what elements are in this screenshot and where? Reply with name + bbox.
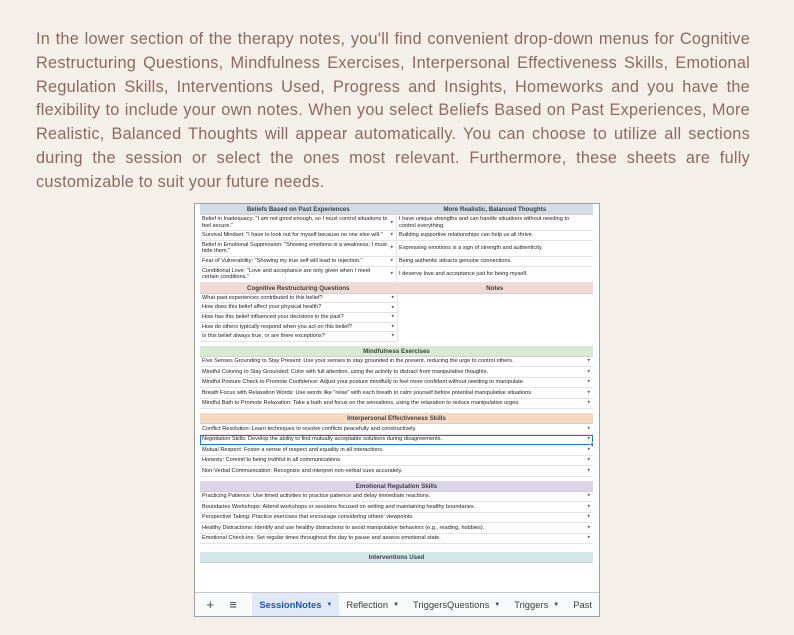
dropdown-arrow-icon[interactable]: ▼ [389,257,394,263]
mindfulness-text: Five Senses Grounding to Stay Present: Use your senses to stay grounded in the present, reducing the urge to control others. [202,358,514,365]
dropdown-arrow-icon[interactable]: ▼ [389,245,394,251]
sheet-tab-past[interactable] [566,593,599,617]
belief-cell[interactable] [200,267,397,283]
belief-text: Conditional Love: "Love and acceptance are only given when I meet certain conditions." [202,267,371,281]
dropdown-arrow-icon[interactable]: ▼ [586,400,591,406]
crq-row [200,323,593,333]
emotional-rows [200,492,593,545]
notes-cell[interactable] [397,323,593,333]
balanced-thought-cell [397,215,593,231]
tab-label: Reflection [346,599,389,610]
beliefs-header-row [200,204,593,215]
balanced-thought-text: I have unique strengths and can handle situations without needing to control everything. [399,216,570,229]
mindfulness-rows [200,357,593,410]
balanced-thought-text: Being authentic attracts genuine connections. [399,257,512,264]
belief-cell[interactable] [200,257,397,267]
dropdown-arrow-icon[interactable]: ▼ [586,368,591,374]
sheet-tab-sessionnotes[interactable] [252,593,339,617]
crq-row [200,294,593,304]
beliefs-rows [200,215,593,283]
dropdown-arrow-icon[interactable]: ▼ [586,389,591,395]
crq-row [200,303,593,313]
crq-header-row [200,283,593,294]
interpersonal-rows [200,424,593,477]
dropdown-arrow-icon[interactable]: ▼ [390,313,395,319]
add-sheet-icon[interactable]: + [206,597,215,612]
dropdown-arrow-icon[interactable]: ▼ [586,436,591,442]
crq-text: How do others typically respond when you act on this belief? [202,323,352,330]
belief-row [200,257,593,267]
dropdown-arrow-icon[interactable]: ▼ [586,425,591,431]
chevron-down-icon[interactable]: ▼ [393,601,400,608]
interpersonal-text: Honesty: Commit to being truthful in all communications. [202,457,342,464]
belief-row [200,231,593,241]
emotional-cell[interactable] [200,523,593,534]
crq-text: How has this belief influenced your decisions in the past? [202,313,344,320]
belief-text: Belief in Emotional Suppression: "Showing emotions is a weakness; I must hide them." [202,241,387,255]
dropdown-arrow-icon[interactable]: ▼ [390,294,395,300]
emotional-cell[interactable] [200,534,593,545]
dropdown-arrow-icon[interactable]: ▼ [586,379,591,385]
emotional-text: Practicing Patience: Use timed activities to practice patience and delay immediate reactions. [202,493,431,500]
dropdown-arrow-icon[interactable]: ▼ [390,333,395,339]
dropdown-arrow-icon[interactable]: ▼ [389,232,394,238]
balanced-thought-text: I deserve love and acceptance just for being myself. [399,270,528,277]
beliefs-left-header: Beliefs Based on Past Experiences [246,206,350,213]
belief-text: Survival Mindset: "I have to look out for myself because no one else will." [202,232,383,239]
emotional-text: Boundaries Workshops: Attend workshops or sessions focused on setting and maintaining healthy boundaries. [202,503,476,510]
emotional-header: Emotional Regulation Skills [200,481,593,492]
belief-cell[interactable] [200,215,397,231]
sheet-tabs [252,593,599,617]
interpersonal-cell[interactable] [200,435,593,446]
sheet-tab-triggersquestions[interactable] [406,593,507,617]
mindfulness-cell[interactable] [200,367,593,378]
crq-cell[interactable] [200,303,397,313]
intro-paragraph: In the lower section of the therapy notes, you'll find convenient drop-down menus for Cognitive Restructuring Questions, Mindfulness Exercises, Interpersonal Effectiveness Skills, Emotional Regulation Skills, Interventions Used, Progress and Insights, Homeworks and you have the flexibility to include your own notes. When you select Beliefs Based on Past Experiences, More Realistic, Balanced Thoughts will appear automatically. You can choose to utilize all sections during the session or select the ones most relevant. Furthermore, these sheets are fully customizable to suit your future needs. [36,30,750,191]
interpersonal-cell[interactable] [200,424,593,435]
interpersonal-text: Mutual Respect: Foster a sense of respect and equality in all interactions. [202,446,384,453]
belief-text: Belief in Inadequacy: "I am not good enough, so I must control situations to feel secure." [202,216,388,229]
dropdown-arrow-icon[interactable]: ▼ [586,524,591,530]
notes-cell[interactable] [397,303,593,313]
dropdown-arrow-icon[interactable]: ▼ [586,358,591,364]
crq-text: How does this belief affect your physical health? [202,304,322,311]
chevron-down-icon[interactable]: ▼ [326,601,333,608]
crq-cell[interactable] [200,332,397,342]
interpersonal-cell[interactable] [200,445,593,456]
tab-label: SessionNotes [259,599,322,610]
belief-cell[interactable] [200,241,397,257]
spacer [200,544,593,552]
notes-cell[interactable] [397,313,593,323]
belief-cell[interactable] [200,231,397,241]
balanced-thought-cell [397,267,593,283]
belief-text: Fear of Vulnerability: "Showing my true self will lead to rejection." [202,257,363,264]
all-sheets-menu-icon[interactable]: ≡ [229,597,237,612]
mindfulness-text: Mindful Posture Check to Promote Confidence: Adjust your posture mindfully to feel more confident without needing to manipulate. [202,379,525,386]
balanced-thought-text: Building supportive relationships can help us all thrive. [399,232,534,239]
dropdown-arrow-icon[interactable]: ▼ [389,219,394,225]
dropdown-arrow-icon[interactable]: ▼ [390,323,395,329]
tab-label: Past [573,599,592,610]
belief-row [200,215,593,231]
interpersonal-header: Interpersonal Effectiveness Skills [200,413,593,424]
crq-row [200,313,593,323]
dropdown-arrow-icon[interactable]: ▼ [390,304,395,310]
crq-text: Is this belief always true, or are there exceptions? [202,333,325,340]
interpersonal-cell[interactable] [200,466,593,477]
interpersonal-text: Negotiation Skills: Develop the ability to find mutually acceptable solutions during disagreements. [202,436,443,443]
emotional-cell[interactable] [200,513,593,524]
belief-row [200,267,593,283]
crq-cell[interactable] [200,323,397,333]
dropdown-arrow-icon[interactable]: ▼ [586,514,591,520]
mindfulness-text: Mindful Coloring to Stay Grounded: Color with full attention, using the activity to distract from manipulative thoughts. [202,368,489,375]
dropdown-arrow-icon[interactable]: ▼ [389,270,394,276]
beliefs-right-header: More Realistic, Balanced Thoughts [443,206,547,213]
notes-header: Notes [486,284,504,292]
dropdown-arrow-icon[interactable]: ▼ [586,503,591,509]
belief-row [200,241,593,257]
notes-cell[interactable] [397,294,593,304]
chevron-down-icon[interactable]: ▼ [553,601,560,608]
emotional-text: Healthy Distractions: Identify and use healthy distractions to avoid manipulative behaviors (e.g., reading, hobbies). [202,524,485,531]
sheet-tab-triggers[interactable] [507,593,566,617]
crq-cell[interactable] [200,294,397,304]
mindfulness-text: Mindful Bath to Promote Relaxation: Take a bath and focus on the sensations, using the relaxation to reduce manipulative urges. [202,400,520,407]
mindfulness-cell[interactable] [200,399,593,410]
tab-label: Triggers [514,599,549,610]
crq-cell[interactable] [200,313,397,323]
mindfulness-cell[interactable] [200,388,593,399]
sheet-tab-bar [195,592,599,616]
interpersonal-cell[interactable] [200,456,593,467]
crq-row [200,332,593,342]
balanced-thought-cell [397,231,593,241]
dropdown-arrow-icon[interactable]: ▼ [586,535,591,541]
mindfulness-text: Breath Focus with Relaxation Words: Use words like "relax" with each breath to calm yourself before potential manipulative situations. [202,389,533,396]
crq-header: Cognitive Restructuring Questions [247,284,350,292]
interpersonal-text: Conflict Resolution: Learn techniques to resolve conflicts peacefully and constructively. [202,425,417,432]
mindfulness-header: Mindfulness Exercises [200,346,593,357]
tab-label: TriggersQuestions [413,599,490,610]
dropdown-arrow-icon[interactable]: ▼ [586,457,591,463]
dropdown-arrow-icon[interactable]: ▼ [586,467,591,473]
emotional-cell[interactable] [200,502,593,513]
mindfulness-cell[interactable] [200,378,593,389]
sheet-tab-reflection[interactable] [339,593,406,617]
balanced-thought-cell [397,257,593,267]
interpersonal-text: Non-Verbal Communication: Recognize and interpret non-verbal cues accurately. [202,467,403,474]
balanced-thought-text: Expressing emotions is a sign of strength and authenticity. [399,245,543,252]
interventions-header: Interventions Used [200,552,593,563]
emotional-text: Perspective Taking: Practice exercises that encourage considering others' viewpoints. [202,514,414,521]
emotional-cell[interactable] [200,492,593,503]
notes-cell[interactable] [397,332,593,342]
spreadsheet-window [194,203,600,617]
mindfulness-cell[interactable] [200,357,593,368]
chevron-down-icon[interactable]: ▼ [494,601,501,608]
balanced-thought-cell [397,241,593,257]
sheet-grid [200,204,593,594]
crq-text: What past experiences contributed to this belief? [202,294,323,301]
dropdown-arrow-icon[interactable]: ▼ [586,446,591,452]
crq-rows [200,294,593,342]
emotional-text: Emotional Check-ins: Set regular times throughout the day to pause and assess emotional state. [202,535,441,542]
dropdown-arrow-icon[interactable]: ▼ [586,493,591,499]
